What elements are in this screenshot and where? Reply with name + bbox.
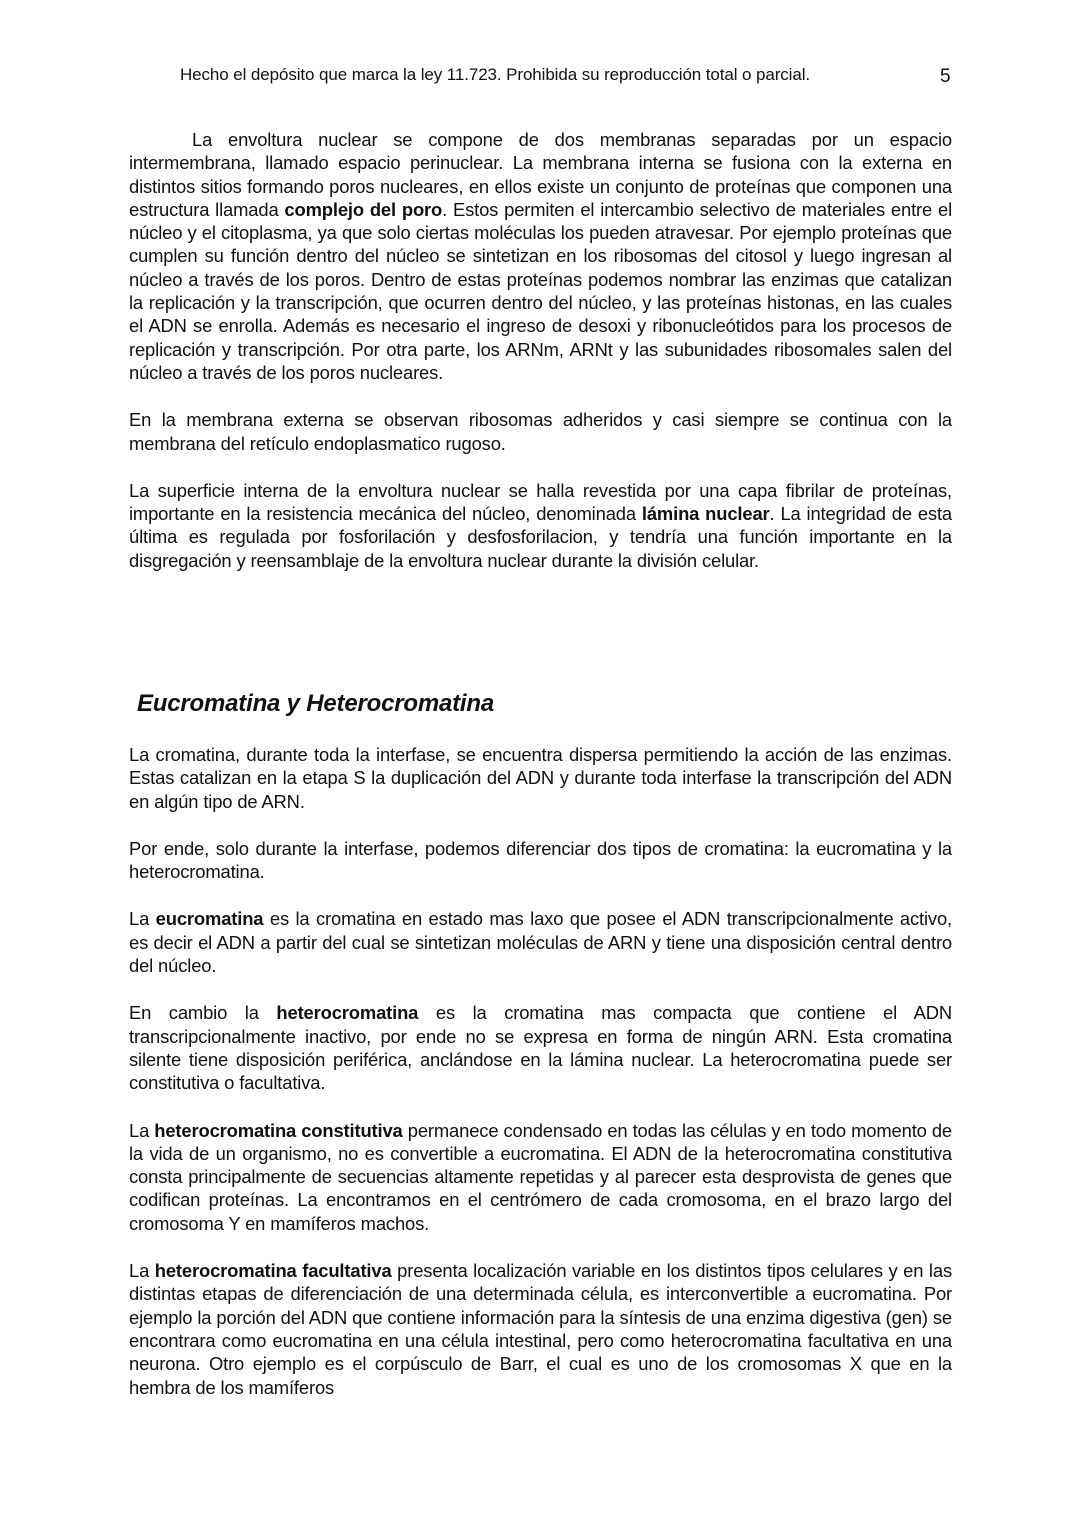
section-title-chromatin: Eucromatina y Heterocromatina (137, 690, 494, 717)
term-complejo-del-poro: complejo del poro (284, 198, 443, 220)
paragraph-constitutive-heterochromatin: La heterocromatina constitutiva permanece condensado en todas las células y en todo momento de la vida de un organismo, no es convertible a eucromatina. El ADN de la heterocromatina constitutiva consta principalmente de secuencias altamente repetidas y al parecer esta desprovista de genes que codifican proteínas. La encontramos en el centrómero de cada cromosoma, en el brazo largo del cromosoma Y en mamíferos machos. (129, 1119, 952, 1234)
term-heterocromatina-facultativa: heterocromatina facultativa (154, 1260, 392, 1282)
paragraph-chromatin-types: Por ende, solo durante la interfase, podemos diferenciar dos tipos de cromatina: la eucromatina y la heterocromatina. (129, 837, 952, 883)
term-heterocromatina-constitutiva: heterocromatina constitutiva (154, 1119, 403, 1141)
paragraph-nuclear-lamina: La superficie interna de la envoltura nuclear se halla revestida por una capa fibrilar de proteínas, importante en la resistencia mecánica del núcleo, denominada lámina nuclear. La integridad de esta última es regulada por fosforilación y desfosforilacion, y tendría una función importante en la disgregación y reensamblaje de la envoltura nuclear durante la división celular. (129, 479, 952, 571)
paragraph-euchromatin: La eucromatina es la cromatina en estado mas laxo que posee el ADN transcripcionalmente activo, es decir el ADN a partir del cual se sintetizan moléculas de ARN y tiene una disposición central dentro del núcleo. (129, 908, 952, 977)
section-nuclear-envelope (129, 128, 952, 572)
paragraph-facultative-heterochromatin: La heterocromatina facultativa presenta localización variable en los distintos tipos celulares y en las distintas etapas de diferenciación de una determinada célula, es interconvertible a eucromatina. Por ejemplo la porción del ADN que contiene información para la síntesis de una enzima digestiva (gen) se encontrara como eucromatina en una célula intestinal, pero como heterocromatina facultativa en una neurona. Otro ejemplo es el corpúsculo de Barr, el cual es uno de los cromosomas X que en la hembra de los mamíferos (129, 1260, 952, 1398)
page-header (0, 62, 1080, 88)
paragraph-chromatin-interphase: La cromatina, durante toda la interfase, se encuentra dispersa permitiendo la acción de las enzimas. Estas catalizan en la etapa S la duplicación del ADN y durante toda interfase la transcripción del ADN en algún tipo de ARN. (129, 744, 952, 812)
paragraph-outer-membrane: En la membrana externa se observan ribosomas adheridos y casi siempre se continua con la membrana del retículo endoplasmatico rugoso. (129, 409, 952, 454)
term-lamina-nuclear: lámina nuclear (641, 503, 770, 525)
page-number: 5 (940, 66, 951, 87)
section-chromatin (129, 743, 952, 1399)
paragraph-envelope-structure: La envoltura nuclear se compone de dos membranas separadas por un espacio intermembrana, llamado espacio perinuclear. La membrana interna se fusiona con la externa en distintos sitios formando poros nucleares, en ellos existe un conjunto de proteínas que componen una estructura llamada complejo del poro. Estos permiten el intercambio selectivo de materiales entre el núcleo y el citoplasma, ya que solo ciertas moléculas los pueden atravesar. Por ejemplo proteínas que cumplen su función dentro del núcleo se sintetizan en los ribosomas del citosol y luego ingresan al núcleo a través de los poros. Dentro de estas proteínas podemos nombrar las enzimas que catalizan la replicación y la transcripción, que ocurren dentro del núcleo, y las proteínas histonas, en las cuales el ADN se enrolla. Además es necesario el ingreso de desoxi y ribonucleótidos para los procesos de replicación y transcripción. Por otra parte, los ARNm, ARNt y las subunidades ribosomales salen del núcleo a través de los poros nucleares. (129, 129, 953, 383)
paragraph-heterochromatin: En cambio la heterocromatina es la cromatina mas compacta que contiene el ADN transcripcionalmente inactivo, por ende no se expresa en forma de ningún ARN. Esta cromatina silente tiene disposición periférica, anclándose en la lámina nuclear. La heterocromatina puede ser constitutiva o facultativa. (129, 1002, 952, 1094)
copyright-notice: Hecho el depósito que marca la ley 11.723. Prohibida su reproducción total o parcial. (180, 65, 811, 84)
term-eucromatina: eucromatina (155, 908, 264, 930)
term-heterocromatina: heterocromatina (276, 1002, 419, 1024)
